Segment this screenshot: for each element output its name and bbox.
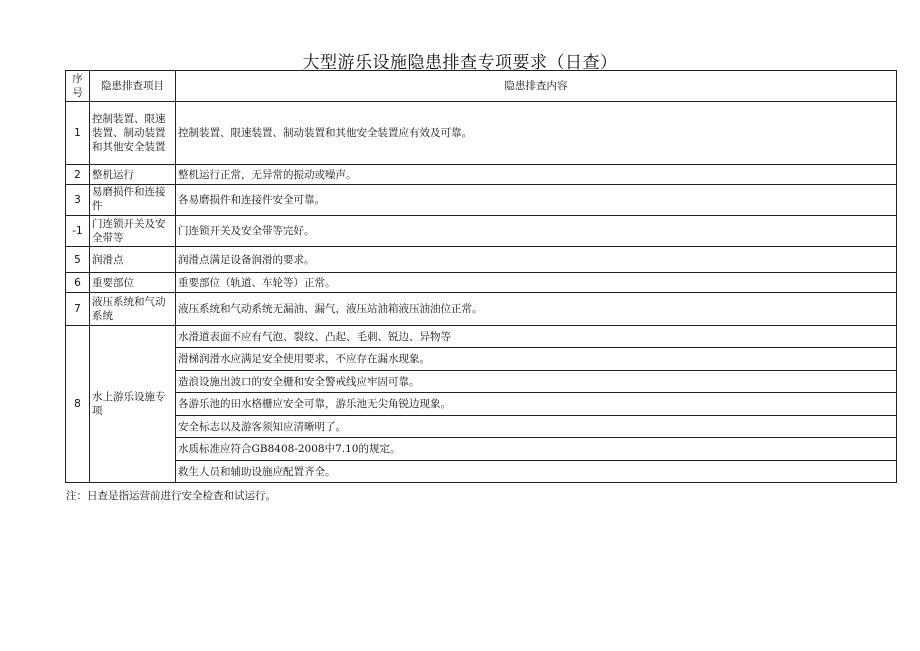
table-row: [66, 165, 897, 185]
row-item: 门连锁开关及安全带等: [90, 216, 176, 247]
row-no: 7: [66, 293, 90, 326]
row-content: 液压系统和气动系统无漏油、漏气，液压站油箱液压油油位正常。: [176, 293, 897, 326]
row-item: 易磨损件和连接件: [90, 185, 176, 216]
row-item: 液压系统和气动系统: [90, 293, 176, 326]
row-no: 5: [66, 247, 90, 273]
table-row: [66, 393, 897, 416]
table-header-row: [66, 71, 897, 102]
row-content: 整机运行正常，无异常的振动或噪声。: [176, 165, 897, 185]
row-content: 门连锁开关及安全带等完好。: [176, 216, 897, 247]
header-no: 序号: [66, 71, 90, 102]
row-content: 滑梯润滑水应满足安全使用要求，不应存在漏水现象。: [176, 348, 897, 371]
table-row: [66, 273, 897, 293]
row-item: 整机运行: [90, 165, 176, 185]
table-row: [66, 247, 897, 273]
header-item: 隐患排查项目: [90, 71, 176, 102]
row-no: -1: [66, 216, 90, 247]
row-content: 水滑道表面不应有气泡、裂纹、凸起、毛刺、锐边、异物等: [176, 326, 897, 348]
row-no: 1: [66, 102, 90, 165]
table-row: [66, 293, 897, 326]
row-content: 安全标志以及游客须知应清晰明了。: [176, 416, 897, 438]
row-content: 润滑点满足设备润滑的要求。: [176, 247, 897, 273]
table-row: [66, 216, 897, 247]
table-row: [66, 438, 897, 461]
row-no: 3: [66, 185, 90, 216]
row-content: 造浪设施出波口的安全栅和安全警戒线应牢固可靠。: [176, 371, 897, 393]
table-row: [66, 371, 897, 393]
table-row: [66, 102, 897, 165]
table-row: [66, 416, 897, 438]
row-content: 各易磨损件和连接件安全可靠。: [176, 185, 897, 216]
row-content: 控制装置、限速装置、制动装置和其他安全装置应有效及可靠。: [176, 102, 897, 165]
header-content: 隐患排查内容: [176, 71, 897, 102]
row-no: 2: [66, 165, 90, 185]
row-item: 水上游乐设施专项: [90, 326, 176, 483]
table-row: [66, 326, 897, 348]
row-content: 水质标准应符合GB8408-2008中7.10的规定。: [176, 438, 897, 461]
table-row: [66, 461, 897, 483]
row-content: 各游乐池的田水格栅应安全可靠，游乐池无尖角锐边现象。: [176, 393, 897, 416]
row-item: 重要部位: [90, 273, 176, 293]
row-no: 8: [66, 326, 90, 483]
row-content: 救生人员和辅助设施应配置齐全。: [176, 461, 897, 483]
table-row: [66, 185, 897, 216]
row-content: 重要部位（轨道、车轮等）正常。: [176, 273, 897, 293]
row-item: 润滑点: [90, 247, 176, 273]
footnote: 注：日查是指运营前进行安全检查和试运行。: [66, 490, 276, 502]
page-title: 大型游乐设施隐患排查专项要求（日查）: [302, 53, 618, 73]
row-item: 控制装置、限速装置、制动装置和其他安全装置: [90, 102, 176, 165]
inspection-table: [65, 70, 897, 483]
table-row: [66, 348, 897, 371]
row-no: 6: [66, 273, 90, 293]
